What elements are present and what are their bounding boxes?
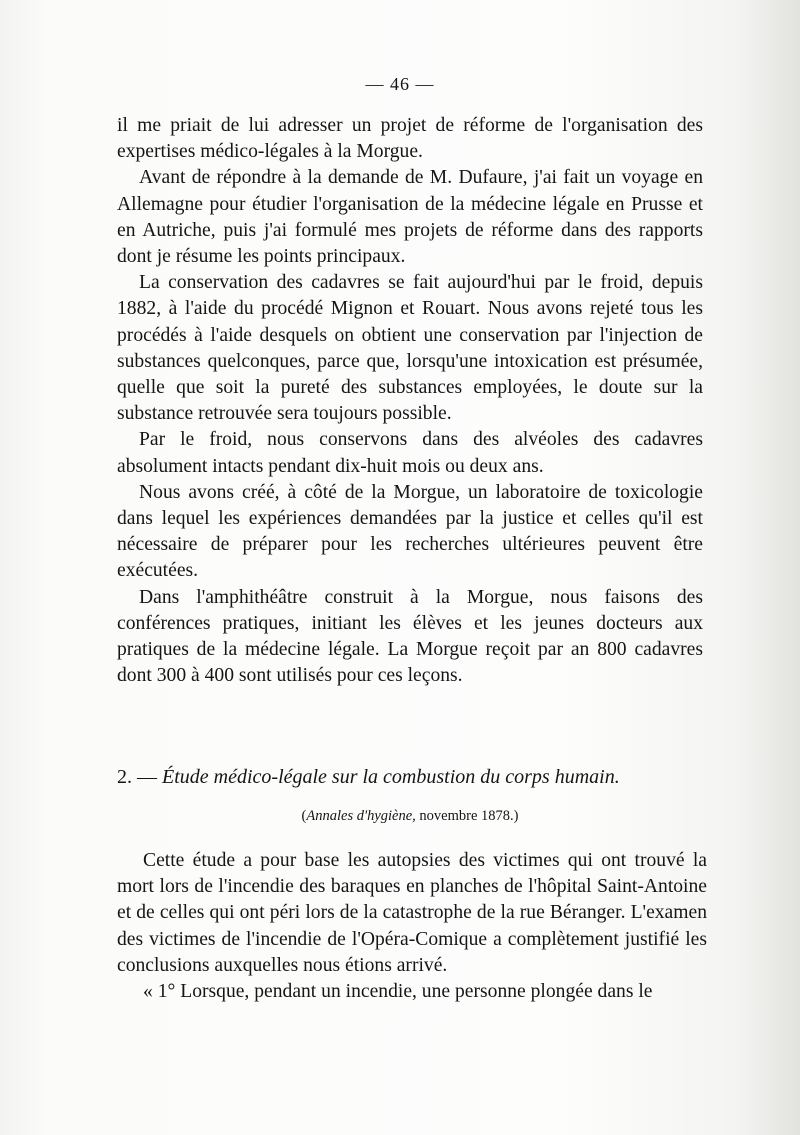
paragraph-continuation: il me priait de lui adresser un projet de réforme de l'organisation des expertises médico-légales à la Morgue. xyxy=(117,115,703,163)
page-number: — 46 — xyxy=(365,74,435,94)
section-title: Étude médico-légale sur la combustion du corps humain. xyxy=(162,766,620,788)
paragraph-conservation: La conservation des cadavres se fait aujourd'hui par le froid, depuis 1882, à l'aide du procédé Mignon et Rouart. Nous avons rejeté tous les procédés à l'aide desquels on obtient une conservation par l'injection de substances quelconques, parce que, lorsqu'une intoxication est présumée, quelle que soit la pureté des substances employées, le doute sur la substance retrouvée sera toujours possible. xyxy=(117,272,703,425)
paragraph-conclusion-start: « 1° Lorsque, pendant un incendie, une personne plongée dans le xyxy=(143,981,653,1003)
paragraph-etude: Cette étude a pour base les autopsies des victimes qui ont trouvé la mort lors de l'incendie des baraques en planches de l'hôpital Saint-Antoine et de celles qui ont péri lors de la catastrophe de la rue Béranger. L'examen des victimes de l'incendie de l'Opéra-Comique a complètement justifié les conclusions auxquelles nous étions arrivé. xyxy=(117,850,707,976)
source-open-paren: ( xyxy=(301,808,307,824)
section-heading xyxy=(117,764,707,790)
source-date: novembre 1878.) xyxy=(419,808,519,824)
paragraph-voyage: Avant de répondre à la demande de M. Dufaure, j'ai fait un voyage en Allemagne pour étudier l'organisation de la médecine légale en Prusse et en Autriche, puis j'ai formulé mes projets de réforme dans des rapports dont je résume les points principaux. xyxy=(117,167,703,268)
section-text-block xyxy=(117,848,707,1005)
paragraph-amphitheatre: Dans l'amphithéâtre construit à la Morgue, nous faisons des conférences pratiques, initiant les élèves et les jeunes docteurs aux pratiques de la médecine légale. La Morgue reçoit par an 800 cadavres dont 300 à 400 sont utilisés pour ces leçons. xyxy=(117,586,703,687)
paragraph-froid: Par le froid, nous conservons dans des alvéoles des cadavres absolument intacts pendant dix-huit mois ou deux ans. xyxy=(117,429,703,477)
section-source xyxy=(0,806,800,826)
section-number: 2. — xyxy=(117,766,157,788)
main-text-block xyxy=(117,113,703,689)
paragraph-laboratoire: Nous avons créé, à côté de la Morgue, un laboratoire de toxicologie dans lequel les expériences demandées par la justice et celles qu'il est nécessaire de préparer pour les recherches ultérieures peuvent être exécutées. xyxy=(117,481,703,582)
source-journal: Annales d'hygiène, xyxy=(306,808,416,824)
